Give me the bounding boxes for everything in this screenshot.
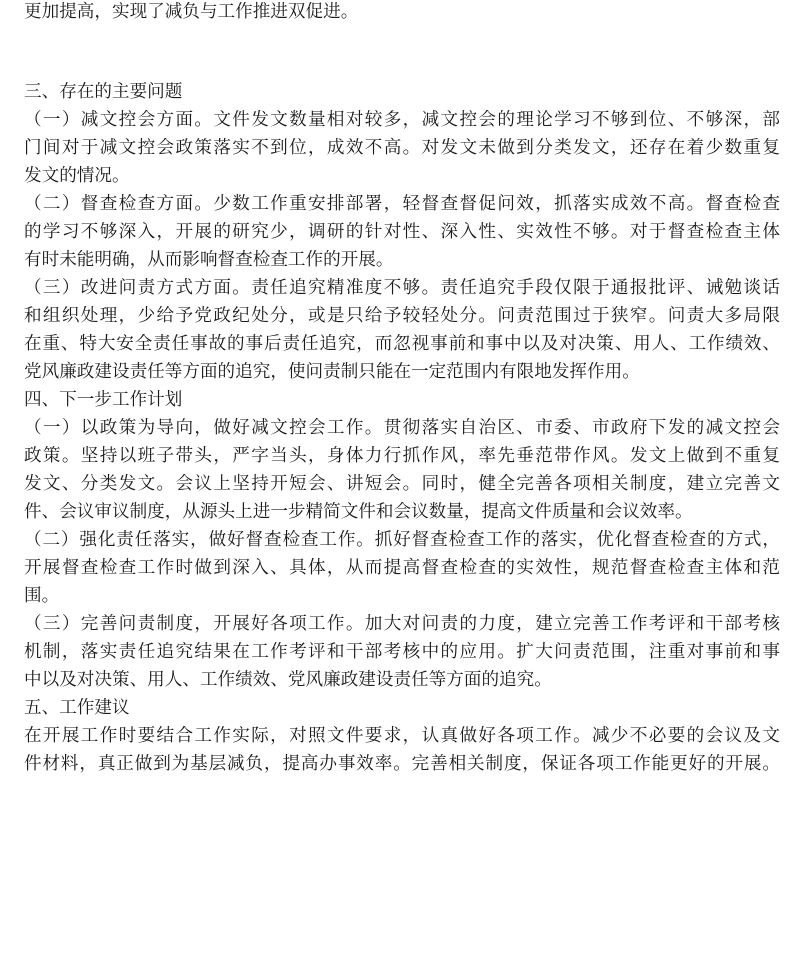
paragraph-line: 件材料，真正做到为基层减负，提高办事效率。完善相关制度，保证各项工作能更好的开展。 — [24, 754, 780, 774]
paragraph-line: 和组织处理，少给予党政纪处分，或是只给予较轻处分。问责范围过于狭窄。问责大多局限 — [24, 306, 780, 326]
paragraph-line: （三）完善问责制度，开展好各项工作。加大对问责的力度，建立完善工作考评和干部考核 — [24, 614, 780, 634]
section-heading-next-plan: 四、下一步工作计划 — [24, 390, 183, 410]
paragraph-line: 发文、分类发文。会议上坚持开短会、讲短会。同时，健全完善各项相关制度，建立完善文 — [24, 474, 780, 494]
paragraph-line: 中以及对决策、用人、工作绩效、党风廉政建设责任等方面的追究。 — [24, 670, 552, 690]
section-gap — [24, 26, 780, 78]
intro-line: 更加提高，实现了减负与工作推进双促进。 — [24, 2, 359, 22]
paragraph-line: 围。 — [24, 586, 60, 606]
paragraph-line: 党风廉政建设责任等方面的追究，使问责制只能在一定范围内有限地发挥作用。 — [24, 362, 640, 382]
paragraph-line: 件、会议审议制度，从源头上进一步精简文件和会议数量，提高文件质量和会议效率。 — [24, 502, 693, 522]
paragraph-line: （一）减文控会方面。文件发文数量相对较多，减文控会的理论学习不够到位、不够深，部 — [24, 110, 780, 130]
paragraph-line: 在重、特大安全责任事故的事后责任追究，而忽视事前和事中以及对决策、用人、工作绩效、 — [24, 334, 780, 354]
paragraph-line: （二）强化责任落实，做好督查检查工作。抓好督查检查工作的落实，优化督查检查的方式， — [24, 530, 780, 550]
paragraph-line: 在开展工作时要结合工作实际，对照文件要求，认真做好各项工作。减少不必要的会议及文 — [24, 726, 780, 746]
paragraph-line: （三）改进问责方式方面。责任追究精准度不够。责任追究手段仅限于通报批评、诫勉谈话 — [24, 278, 780, 298]
section-heading-problems: 三、存在的主要问题 — [24, 82, 183, 102]
paragraph-line: （二）督查检查方面。少数工作重安排部署，轻督查督促问效，抓落实成效不高。督查检查 — [24, 194, 780, 214]
paragraph-line: 政策。坚持以班子带头，严字当头，身体力行抓作风，率先垂范带作风。发文上做到不重复 — [24, 446, 780, 466]
paragraph-line: 机制，落实责任追究结果在工作考评和干部考核中的应用。扩大问责范围，注重对事前和事 — [24, 642, 780, 662]
paragraph-line: 有时未能明确，从而影响督查检查工作的开展。 — [24, 250, 394, 270]
paragraph-line: （一）以政策为导向，做好减文控会工作。贯彻落实自治区、市委、市政府下发的减文控会 — [24, 418, 780, 438]
paragraph-line: 门间对于减文控会政策落实不到位，成效不高。对发文未做到分类发文，还存在着少数重复 — [24, 138, 780, 158]
paragraph-line: 的学习不够深入，开展的研究少，调研的针对性、深入性、实效性不够。对于督查检查主体 — [24, 222, 780, 242]
paragraph-line: 开展督查检查工作时做到深入、具体，从而提高督查检查的实效性，规范督查检查主体和范 — [24, 558, 780, 578]
document-body — [24, 0, 780, 778]
section-heading-suggestions: 五、工作建议 — [24, 698, 130, 718]
paragraph-line: 发文的情况。 — [24, 166, 130, 186]
